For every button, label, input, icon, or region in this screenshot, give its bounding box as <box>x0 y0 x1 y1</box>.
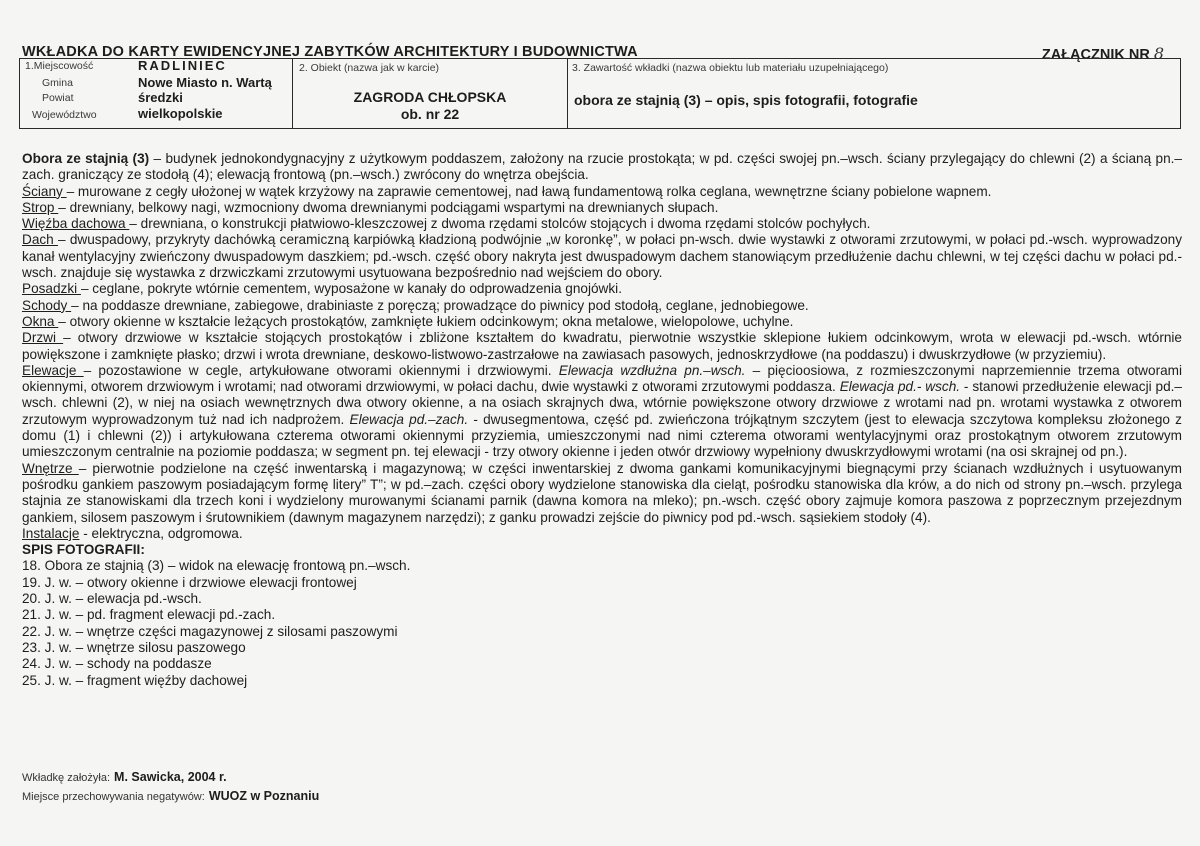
ceiling-term: Strop <box>22 199 59 215</box>
storage-value: WUOZ w Poznaniu <box>208 789 320 803</box>
paragraph-installations <box>22 526 1182 542</box>
photo-list-title: SPIS FOTOGRAFII: <box>22 542 145 558</box>
paragraph-elevations <box>22 363 1182 461</box>
object-label: 2. Obiekt (nazwa jak w karcie) <box>299 62 440 74</box>
object-name: ZAGRODA CHŁOPSKA <box>353 89 507 105</box>
interior-term: Wnętrze <box>22 460 79 476</box>
windows-text: – otwory okienne w kształcie leżących prostokątów, zamknięte łukiem odcinkowym; okna metalowe, wielopolowe, uchylne. <box>58 313 794 329</box>
floors-text: – ceglane, pokryte wtórnie cementem, wyposażone w kanały do odprowadzenia gnojówki. <box>80 281 622 297</box>
attachment-label: ZAŁĄCZNIK NR <box>1041 47 1150 63</box>
elevations-text-1: – pozostawione w cegle, artykułowane otworami okiennymi i drzwiowymi. <box>83 362 559 378</box>
stairs-term: Schody <box>22 297 72 313</box>
photo-list-item: 18. Obora ze stajnią (3) – widok na elewację frontową pn.–wsch. <box>22 558 411 574</box>
photo-list-item: 24. J. w. – schody na poddasze <box>22 656 212 672</box>
paragraph-interior <box>22 461 1182 526</box>
photo-list <box>22 558 1182 688</box>
interior-text: – pierwotnie podzielone na część inwentarską i magazynową; w części inwentarskiej z dwoma gankami komunikacyjnymi biegnącymi przy ścianach wzdłużnych i usytuowanym pośrodku gankiem paszowym posiadającym formę litery” T”; w pd.–zach. części obory wydzielone stanowiska dla cieląt, pośrodku stanowiska dla krów, a do nich od strony pn.–wsch. przylega stajnia ze stanowiskami dla trzech koni i wydzielony murowanymi ścianami parnik (dawna komora na mleko); pn.-wsch. część obory zajmuje komora paszowa z poprzecznym przejezdnym gankiem, silosem paszowym i śrutownikiem (dawnym magazynem narzędzi); z ganku prowadzi zejście do piwnicy pod pd.-wsch. sąsiekiem stodoły (4). <box>22 460 1182 525</box>
paragraph-roof <box>22 232 1182 281</box>
photo-list-item: 25. J. w. – fragment więźby dachowej <box>22 672 248 688</box>
header-table <box>19 58 1181 129</box>
installations-text: - elektryczna, odgromowa. <box>79 525 243 541</box>
photo-list-item: 21. J. w. – pd. fragment elewacji pd.-zach. <box>22 607 276 623</box>
intro-term: Obora ze stajnią (3) <box>22 151 150 166</box>
stairs-text: – na poddasze drewniane, zabiegowe, drabiniaste z poręczą; prowadzące do piwnicy pod stodołą, ceglane, jednobiegowe. <box>71 297 809 313</box>
paragraph-stairs <box>22 298 1182 314</box>
elevations-text-3: - stanowi przedłużenie elewacji pd.–wsch. chlewni (2), w niej na osiach wewnętrznych dwa otwory okienne, a na osiach skrajnych dwa, wtórnie powiększone otwory drzwiowe z wrotami nad pn. wrotami wystawka z otworem zrzutowym wyprowadzonym tuż nad ich nadprożem. <box>22 379 1182 427</box>
ceiling-text: – drewniany, belkowy nagi, wzmocniony dwoma drewnianymi podciągami wspartymi na drewnianych słupach. <box>58 199 719 215</box>
roof-term: Dach <box>22 232 59 248</box>
object-name-block <box>293 89 567 123</box>
footer-author <box>22 770 227 784</box>
elevations-text-4: - dwusegmentowa, część pd. zwieńczona trójkątnym szczytem (jest to elewacja szczytowa kompleksu złożonego z domu (1) i chlewni (2)) i artykułowana czterema otworami okiennymi przyziemia, umieszczonymi nad nimi czterema otworami wentylacyjnymi oraz prostokątnym otworem zrzutowym umieszczonym centralnie na poziomie poddasza; w segment pn. tej elewacji - trzy otwory okienne i jeden otwór drzwiowy wypełniony dwuskrzydłowymi wrotami (na osi skrajnej od pn.). <box>22 411 1182 460</box>
installations-term: Instalacje <box>22 525 80 541</box>
gmina-label: Gmina <box>42 77 73 89</box>
elevations-term: Elewacje <box>22 362 84 378</box>
powiat-value: średzki <box>138 90 183 105</box>
photo-list-item: 20. J. w. – elewacja pd.-wsch. <box>22 591 202 607</box>
storage-label: Miejsce przechowywania negatywów: <box>22 791 205 803</box>
roof-text: – dwuspadowy, przykryty dachówką ceramiczną karpiówką kładzioną podwójnie „w koronkę”, w połaci pn-wsch. dwie wystawki z otworami zrzutowymi, w połaci pd.-wsch. wyprowadzony kanał wentylacyjny zwieńczony dwuspadowym daszkiem; pd.-wsch. część obory nakryta jest dwuspadowym dachem stanowiącym przedłużenie dachu chlewni, w tej części dachu w połaci pd.-wsch. znajduje się wystawka z drzwiczkami zrzutowymi usytuowana bezpośrednio nad wejściem do obory. <box>22 232 1182 281</box>
object-number: ob. nr 22 <box>400 106 460 122</box>
truss-term: Więźba dachowa <box>22 216 130 232</box>
miejscowosc-label: 1.Miejscowość <box>25 60 94 72</box>
powiat-label: Powiat <box>42 92 74 104</box>
walls-term: Ściany <box>22 183 67 199</box>
elevations-italic-1: Elewacja wzdłużna pn.–wsch. <box>558 362 746 378</box>
elevations-italic-2: Elewacja pd.- wsch. <box>839 379 961 395</box>
floors-term: Posadzki <box>22 281 81 297</box>
miejscowosc-value: RADLINIEC <box>138 58 227 73</box>
footer-storage <box>22 789 319 803</box>
photo-list-item: 23. J. w. – wnętrze silosu paszowego <box>22 639 246 655</box>
doors-term: Drzwi <box>22 330 64 346</box>
content-value: obora ze stajnią (3) – opis, spis fotografii, fotografie <box>574 92 918 108</box>
description-body <box>22 151 1182 689</box>
windows-term: Okna <box>22 313 59 329</box>
content-label: 3. Zawartość wkładki (nazwa obiektu lub materiału uzupełniającego) <box>572 62 889 74</box>
paragraph-ceiling <box>22 200 1182 216</box>
gmina-value: Nowe Miasto n. Wartą <box>138 75 272 90</box>
author-label: Wkładkę założyła: <box>22 772 111 784</box>
paragraph-truss <box>22 216 1182 232</box>
paragraph-floors <box>22 281 1182 297</box>
walls-text: – murowane z cegły ułożonej w wątek krzyżowy na zaprawie cementowej, nad ławą fundamentową rolka ceglana, wewnętrzne ściany pobielone wapnem. <box>66 183 992 199</box>
object-cell <box>293 59 568 128</box>
intro-text: – budynek jednokondygnacyjny z użytkowym poddaszem, założony na rzucie prostokąta; w pd. części swojej pn.–wsch. ściany przylegający do chlewni (2) a ścianą pn.–zach. graniczący ze stodołą (4); elewacją frontową (pn.–wsch.) zwrócony do wnętrza obejścia. <box>22 151 1182 183</box>
paragraph-intro <box>22 151 1182 184</box>
paragraph-walls <box>22 184 1182 200</box>
document-title: WKŁADKA DO KARTY EWIDENCYJNEJ ZABYTKÓW ARCHITEKTURY I BUDOWNICTWA <box>22 44 638 60</box>
location-cell <box>20 59 293 128</box>
wojewodztwo-value: wielkopolskie <box>138 106 223 121</box>
photo-list-item: 22. J. w. – wnętrze części magazynowej z silosami paszowymi <box>22 623 398 639</box>
photo-list-item: 19. J. w. – otwory okienne i drzwiowe elewacji frontowej <box>22 574 357 590</box>
attachment-handwritten-number: 8 <box>1153 44 1164 63</box>
author-value: M. Sawicka, 2004 r. <box>114 770 227 784</box>
elevations-italic-3: Elewacja pd.–zach. <box>349 411 469 427</box>
truss-text: – drewniana, o konstrukcji płatwiowo-kleszczowej z dwoma rzędami stolców stojących i dwoma rzędami stolców pochyłych. <box>129 216 871 232</box>
content-cell <box>568 59 1180 128</box>
paragraph-windows <box>22 314 1182 330</box>
wojewodztwo-label: Województwo <box>32 109 97 121</box>
doors-text: – otwory drzwiowe w kształcie stojących prostokątów i zbliżone kształtem do kwadratu, pierwotnie wszystkie sklepione łukiem odcinkowym, wrota w elewacji pd.-wsch. wtórnie powiększone i zamknięte płasko; drzwi i wrota drewniane, deskowo-listwowo-zastrzałowe na zawiasach pasowych, jednoskrzydłowe (na poddaszu) i dwuskrzydłowe (w przyziemiu). <box>22 330 1182 362</box>
paragraph-doors <box>22 330 1182 363</box>
elevations-text-2: – pięcioosiowa, z rozmieszczonymi naprzemiennie trzema otworami okiennymi, otworem drzwiowym i wrotami; nad otworami drzwiowymi, w połaci dachu, dwie wystawki z otworami zrzutowymi poddasza. <box>22 362 1182 395</box>
